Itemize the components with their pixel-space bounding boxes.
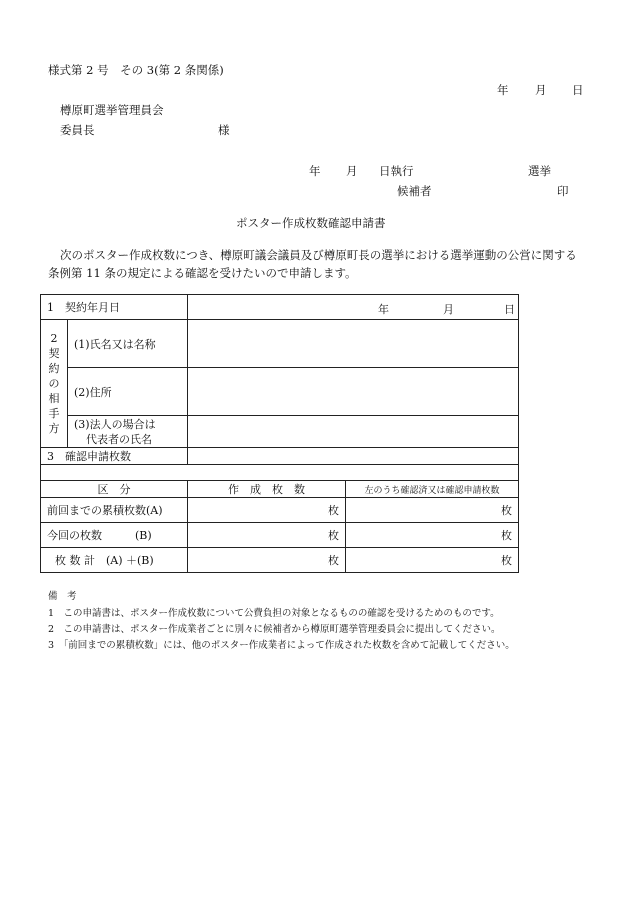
recipient-title: 委員長 bbox=[60, 123, 95, 137]
contract-month: 月 bbox=[443, 303, 454, 316]
party-address-field[interactable] bbox=[188, 368, 519, 416]
spacer-cell bbox=[41, 465, 519, 481]
party-address-label: (2)住所 bbox=[68, 368, 188, 416]
contract-date-label: 1 契約年月日 bbox=[41, 295, 188, 320]
requested-count-label: 3 確認申請枚数 bbox=[41, 448, 188, 465]
contract-party-vertical-label: 2 契 約 の 相 手 方 bbox=[41, 320, 68, 448]
contract-day: 日 bbox=[504, 303, 515, 316]
spacer-row bbox=[41, 465, 519, 481]
contract-date-row bbox=[41, 295, 519, 320]
form-number: 様式第 2 号 その 3(第 2 条関係) bbox=[48, 63, 224, 77]
election-month: 月 bbox=[346, 164, 358, 178]
total-created-field[interactable]: 枚 bbox=[188, 548, 346, 573]
contract-date-field[interactable] bbox=[188, 295, 519, 320]
date-day: 日 bbox=[572, 83, 584, 97]
contract-year: 年 bbox=[378, 303, 389, 316]
note-item-3: 3 「前回までの累積枚数」には、他のポスター作成業者によって作成された枚数を含めて記載してください。 bbox=[48, 640, 515, 651]
recipient-org: 樽原町選挙管理員会 bbox=[60, 103, 164, 117]
party-name-label: (1)氏名又は名称 bbox=[68, 320, 188, 368]
election-suffix: 選挙 bbox=[528, 164, 551, 178]
requested-count-field[interactable] bbox=[188, 448, 519, 465]
total-count-label: 枚 数 計 (A) ＋(B) bbox=[41, 548, 188, 573]
current-count-label: 今回の枚数 (B) bbox=[41, 523, 188, 548]
requested-count-row bbox=[41, 448, 519, 465]
count-row bbox=[41, 523, 519, 548]
total-confirmed-field[interactable]: 枚 bbox=[346, 548, 519, 573]
note-item-1: 1 この申請書は、ポスター作成枚数について公費負担の対象となるものの確認を受けるためのものです。 bbox=[48, 608, 500, 619]
current-confirmed-field[interactable]: 枚 bbox=[346, 523, 519, 548]
party-address-row bbox=[41, 368, 519, 416]
current-created-field[interactable]: 枚 bbox=[188, 523, 346, 548]
note-item-2: 2 この申請書は、ポスター作成業者ごとに別々に候補者から樽原町選挙管理委員会に提出してください。 bbox=[48, 624, 501, 635]
date-month: 月 bbox=[535, 83, 547, 97]
seal-mark: 印 bbox=[557, 184, 569, 198]
election-day-exec: 日執行 bbox=[379, 164, 414, 178]
cumulative-created-field[interactable]: 枚 bbox=[188, 498, 346, 523]
count-row bbox=[41, 498, 519, 523]
election-year: 年 bbox=[309, 164, 321, 178]
date-year: 年 bbox=[497, 83, 509, 97]
cumulative-count-label: 前回までの累積枚数(A) bbox=[41, 498, 188, 523]
application-table bbox=[40, 294, 519, 573]
notes-heading: 備 考 bbox=[48, 591, 77, 602]
representative-row bbox=[41, 416, 519, 448]
created-count-header: 作 成 枚 数 bbox=[188, 481, 346, 498]
representative-label: (3)法人の場合は 代表者の氏名 bbox=[68, 416, 188, 448]
representative-field[interactable] bbox=[188, 416, 519, 448]
confirmed-count-header: 左のうち確認済又は確認申請枚数 bbox=[346, 481, 519, 498]
count-row bbox=[41, 548, 519, 573]
count-header-row bbox=[41, 481, 519, 498]
recipient-suffix: 様 bbox=[218, 123, 230, 137]
party-name-row bbox=[41, 320, 519, 368]
document-title: ポスター作成枚数確認申請書 bbox=[236, 216, 386, 230]
body-text: 次のポスター作成枚数につき、樽原町議会議員及び樽原町長の選挙における選挙運動の公営に関する条例第 11 条の規定による確認を受けたいので申請します。 bbox=[48, 248, 577, 280]
party-name-field[interactable] bbox=[188, 320, 519, 368]
cumulative-confirmed-field[interactable]: 枚 bbox=[346, 498, 519, 523]
category-header: 区 分 bbox=[41, 481, 188, 498]
candidate-label: 候補者 bbox=[397, 184, 432, 198]
